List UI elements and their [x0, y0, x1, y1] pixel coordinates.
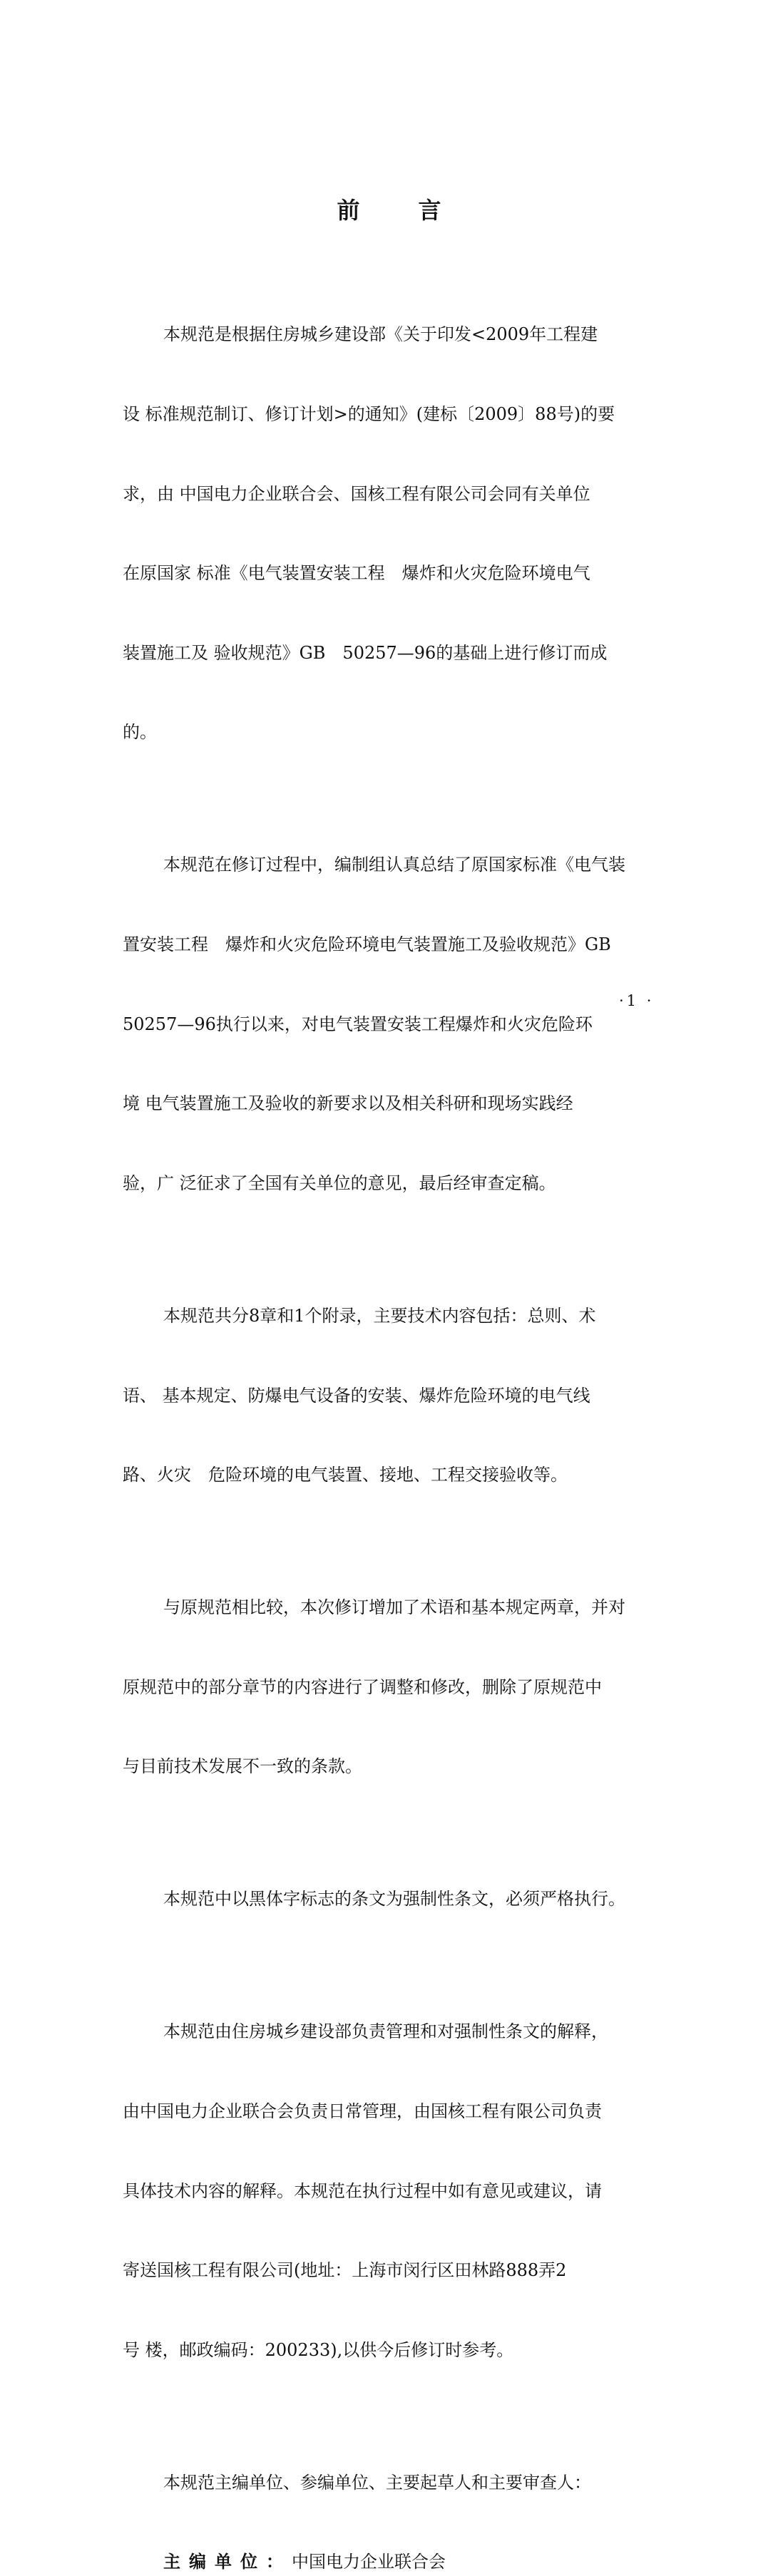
paragraph-line: 本规范中以黑体字标志的条文为强制性条文，必须严格执行。 [163, 1889, 625, 1910]
paragraph-line: 本规范由住房城乡建设部负责管理和对强制性条文的解释， [163, 2021, 608, 2042]
paragraph-line: 原规范中的部分章节的内容进行了调整和修改，删除了原规范中 [123, 1676, 602, 1697]
paragraph-line: 语、 基本规定、防爆电气设备的安装、爆炸危险环境的电气线 [123, 1385, 590, 1406]
preface-body [123, 269, 673, 2576]
paragraph-line: 与目前技术发展不一致的条款。 [123, 1756, 362, 1777]
page-title: 前言 [337, 197, 500, 225]
page-number: ·1 · [619, 992, 655, 1009]
chief-unit-label: 主编单位： [163, 2552, 292, 2572]
preface-paragraph-1 [123, 269, 673, 799]
paragraph-line: 装置施工及 验收规范》GB 50257—96的基础上进行修订而成 [123, 642, 608, 663]
preface-paragraph-4 [123, 1542, 673, 1833]
paragraph-line: 本规范在修订过程中，编制组认真总结了原国家标准《电气装 [163, 855, 625, 875]
preface-paragraph-6 [123, 1966, 673, 2416]
preface-paragraph-7 [123, 2416, 673, 2549]
preface-paragraph-3 [123, 1250, 673, 1542]
paragraph-line: 求，由 中国电力企业联合会、国核工程有限公司会同有关单位 [123, 483, 590, 504]
paragraph-line: 由中国电力企业联合会负责日常管理，由国核工程有限公司负责 [123, 2101, 602, 2122]
chief-unit-line [123, 2549, 673, 2575]
paragraph-line: 验，广 泛征求了全国有关单位的意见，最后经审查定稿。 [123, 1173, 556, 1193]
preface-paragraph-5 [123, 1833, 673, 1966]
paragraph-line: 与原规范相比较，本次修订增加了术语和基本规定两章，并对 [163, 1597, 625, 1618]
paragraph-line: 50257—96执行以来，对电气装置安装工程爆炸和火灾危险环 [123, 1014, 593, 1034]
paragraph-line: 具体技术内容的解释。本规范在执行过程中如有意见或建议，请 [123, 2180, 602, 2201]
preface-paragraph-2 [123, 799, 673, 1250]
paragraph-line: 本规范共分8章和1个附录，主要技术内容包括：总则、术 [163, 1305, 596, 1326]
paragraph-line: 号 楼，邮政编码：200233),以供今后修订时参考。 [123, 2339, 514, 2360]
paragraph-line: 寄送国核工程有限公司(地址：上海市闵行区田林路888弄2 [123, 2260, 567, 2281]
paragraph-line: 本规范主编单位、参编单位、主要起草人和主要审查人： [163, 2472, 591, 2493]
paragraph-line: 置安装工程 爆炸和火灾危险环境电气装置施工及验收规范》GB [123, 934, 611, 955]
chief-unit-value: 中国电力企业联合会 [292, 2552, 446, 2572]
paragraph-line: 路、火灾 危险环境的电气装置、接地、工程交接验收等。 [123, 1465, 568, 1485]
paragraph-line: 在原国家 标准《电气装置安装工程 爆炸和火灾危险环境电气 [123, 563, 590, 584]
paragraph-line: 设 标准规范制订、修订计划>的通知》(建标〔2009〕88号)的要 [123, 404, 615, 425]
paragraph-line: 境 电气装置施工及验收的新要求以及相关科研和现场实践经 [123, 1093, 573, 1114]
paragraph-line: 本规范是根据住房城乡建设部《关于印发<2009年工程建 [163, 324, 598, 345]
paragraph-line: 的。 [123, 722, 157, 743]
